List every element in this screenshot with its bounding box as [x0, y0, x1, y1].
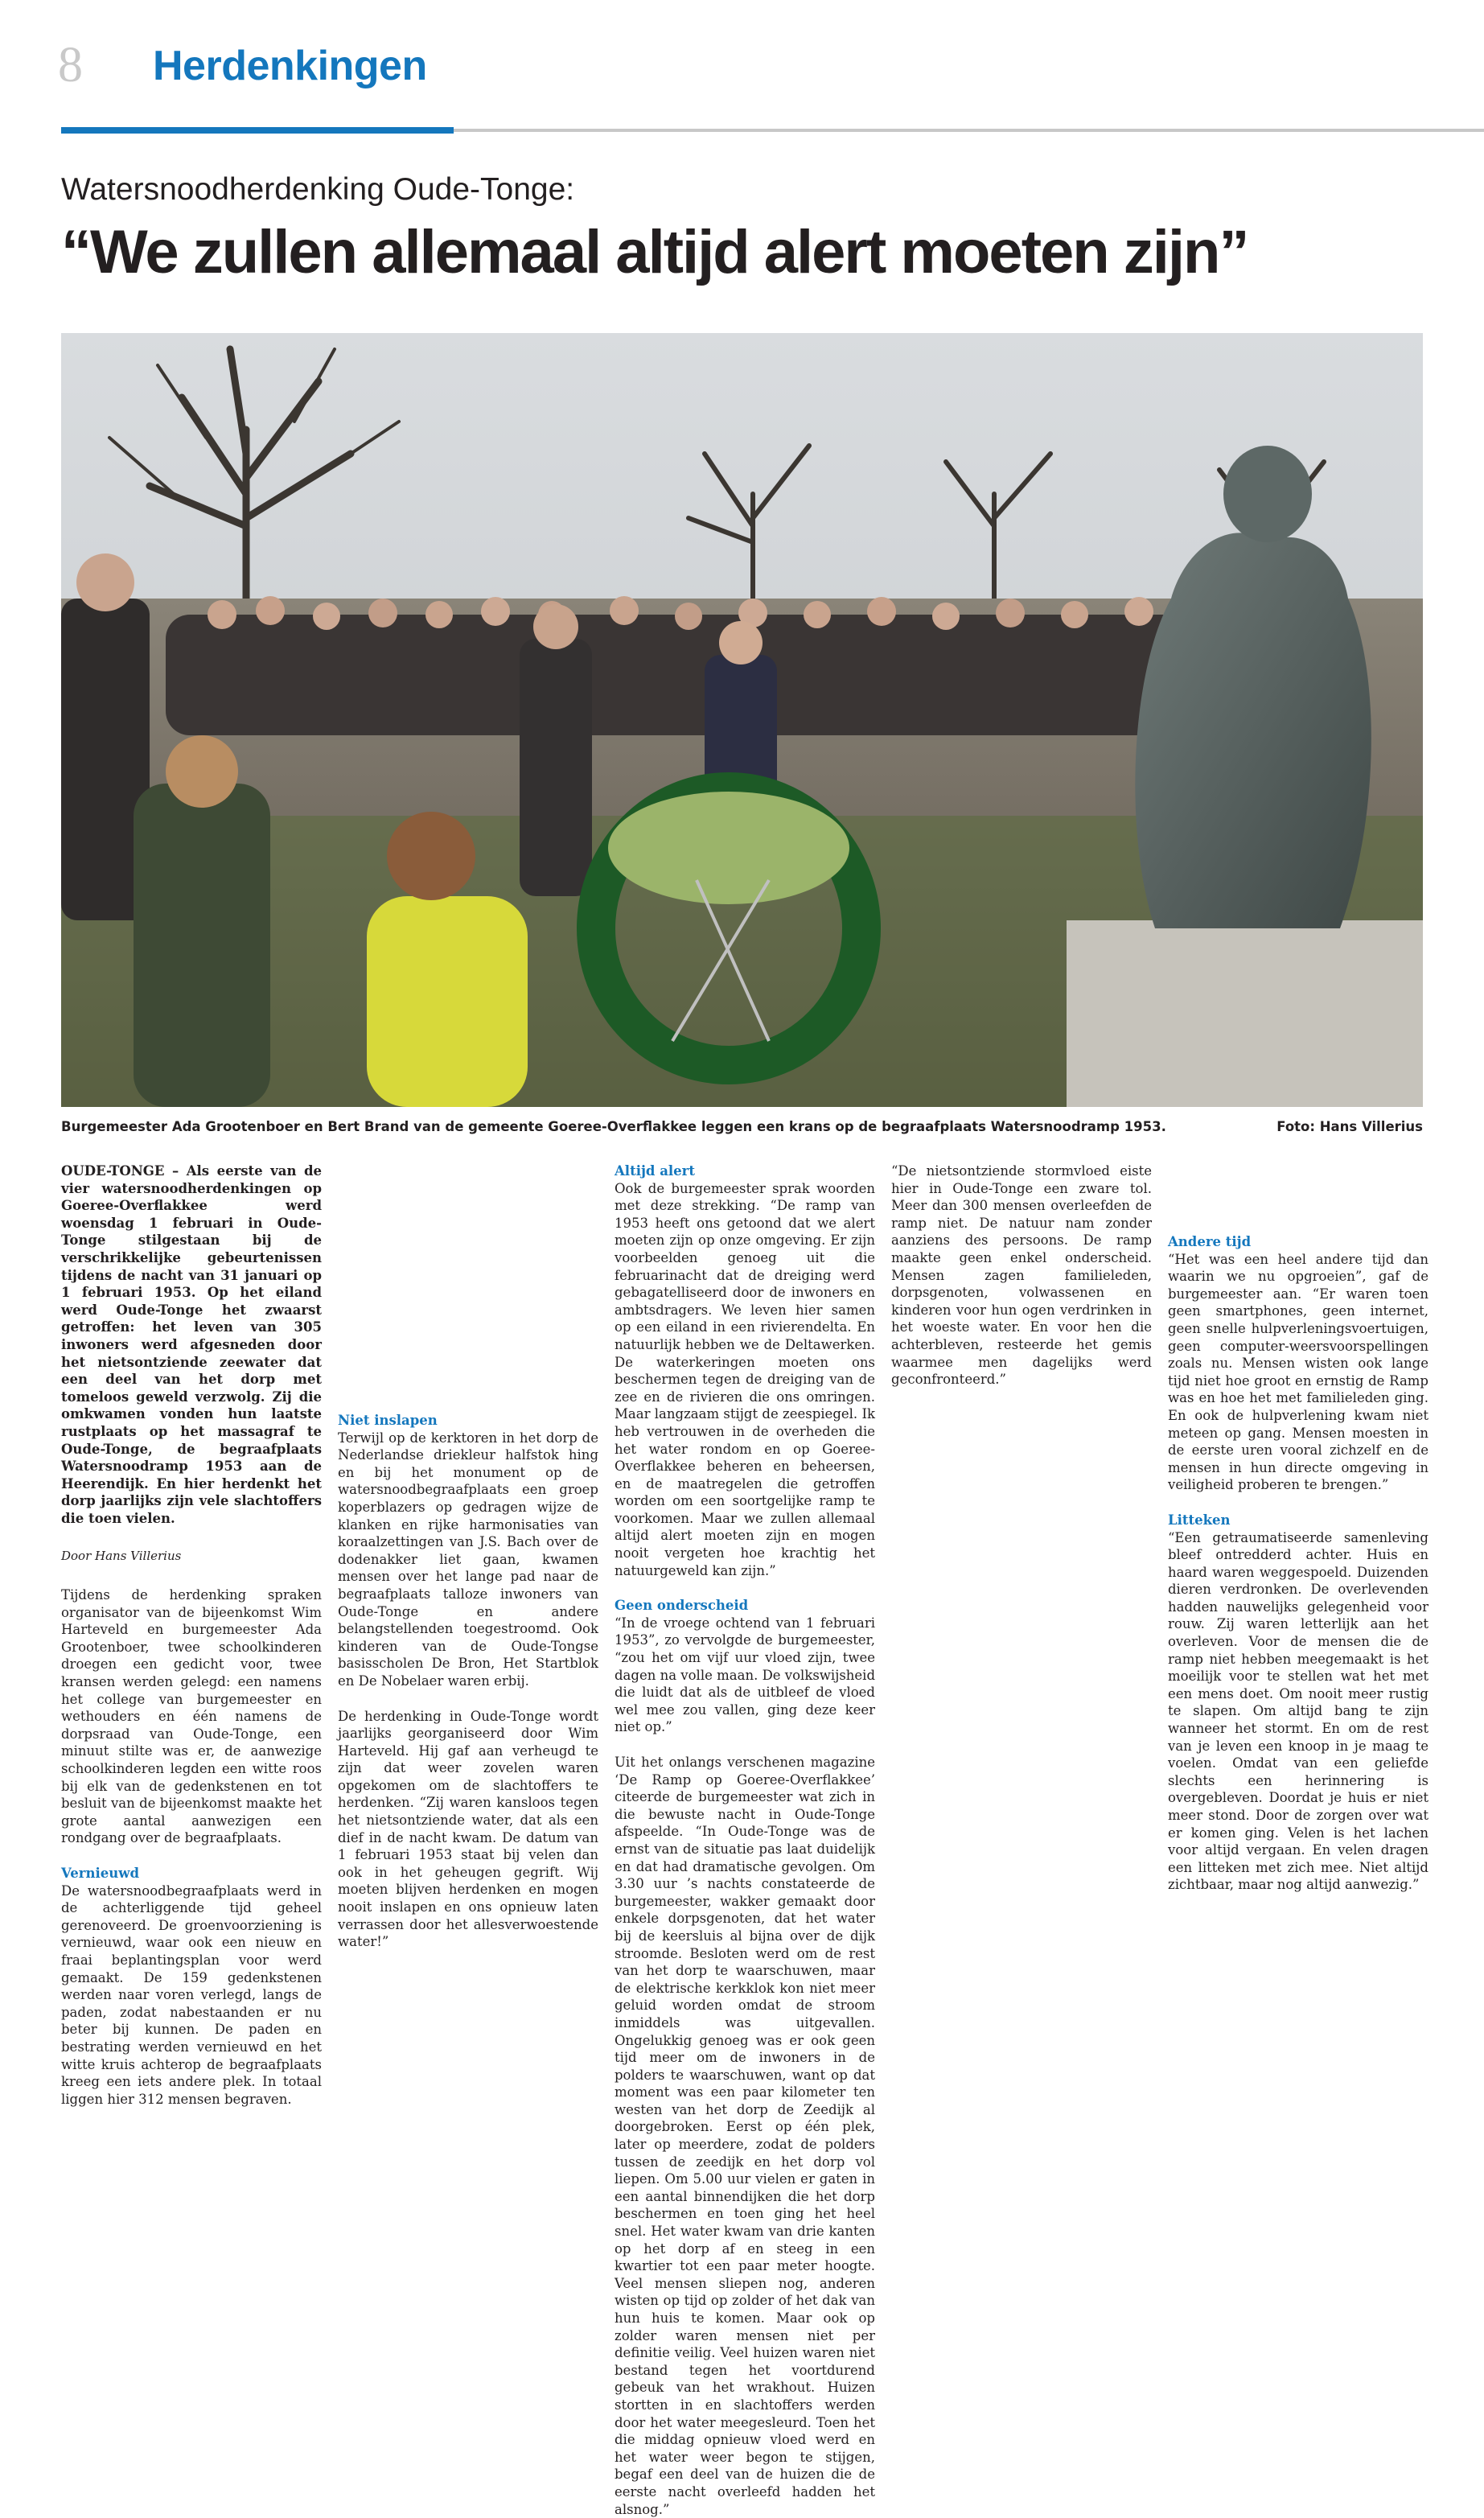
article-column-1 [61, 1162, 322, 2108]
caption-text: Burgemeester Ada Grootenboer en Bert Brand van de gemeente Goeree-Overflakkee leggen een krans op de begraafplaats Watersnoodramp 1953. [61, 1119, 1166, 1134]
paragraph: “In de vroege ochtend van 1 februari 1953”, zo vervolgde de burgemeester, “zou het om vijf uur vloed zijn, twee dagen na volle maan. De volkswijsheid die luidt dat als de uitbleef de vloed wel mee zou vallen, ging deze keer niet op.” [615, 1615, 876, 1735]
subheading-litteken: Litteken [1168, 1512, 1231, 1528]
subheading-niet-inslapen: Niet inslapen [338, 1413, 438, 1428]
section-title: Herdenkingen [153, 43, 427, 89]
subheading-vernieuwd: Vernieuwd [61, 1865, 139, 1881]
article-column-5 [1168, 1162, 1429, 1894]
paragraph: De herdenking in Oude-Tonge wordt jaarlijks georganiseerd door Wim Harteveld. Hij gaf aan verheugd te zijn dat weer zovelen waren opgekomen om de slachtoffers te herdenken. “Zij waren kansloos tegen het nietsontziende water, dat als een dief in de nacht kwam. De datum van 1 februari 1953 staat bij velen dan ook in het geheugen gegrift. Wij moeten blijven herdenken en mogen nooit inslapen en ons opnieuw laten verrassen door het allesverwoestende water!” [338, 1708, 598, 1950]
section-rule-accent [61, 127, 454, 134]
article-kicker: Watersnoodherdenking Oude-Tonge: [61, 172, 575, 207]
subheading-andere-tijd: Andere tijd [1168, 1234, 1252, 1249]
paragraph: Uit het onlangs verschenen magazine ‘De Ramp op Goeree-Overflakkee’ citeerde de burgemeester wat zich in die bewuste nacht in Oude-Tonge afspeelde. “In Oude-Tonge was de ernst van de situatie pas laat duidelijk en dat had dramatische gevolgen. Om 3.30 uur ’s nachts constateerde de burgemeester, wakker gemaakt door enkele dorpsgenoten, dat het water bij de keersluis al bijna over de dijk stroomde. Besloten werd om de rest van het dorp te waarschuwen, maar de elektrische kerkklok kon niet meer geluid worden omdat de stroom inmiddels was uitgevallen. Ongelukkig genoeg was er ook geen tijd meer om de inwoners in de polders te waarschuwen, want op dat moment was een paar kilometer ten westen van het dorp de Zeedijk al doorgebroken. Eerst op één plek, later op meerdere, zodat de polders tussen de zeedijk en het dorp vol liepen. Om 5.00 uur vielen er gaten in een aantal binnendijken die het dorp beschermen en toen ging het heel snel. Het water kwam van drie kanten op het dorp af en steeg in een kwartier tot een paar meter hoogte. Veel mensen sliepen nog, anderen wisten op tijd op zolder of het dak van hun huis te komen. Maar ook op zolder waren mensen niet per definitie veilig. Veel huizen waren niet bestand tegen het voortdurend gebeuk van het wrakhout. Huizen stortten in en slachtoffers werden door het water meegesleurd. Toen het die middag opnieuw vloed werd en het water weer begon te stijgen, begaf een deel van de huizen die de eerste nacht overleefd hadden het alsnog.” [615, 1755, 875, 2517]
article-column-2 [338, 1162, 598, 1951]
page-number: 8 [58, 38, 83, 93]
paragraph: Terwijl op de kerktoren in het dorp de Nederlandse driekleur halfstok hing en bij het monument op de watersnoodbegraafplaats een groep koperblazers op gedragen wijze de klanken en rijke harmonisaties van koraalzettingen van J.S. Bach over de dodenakker liet gaan, kwamen mensen over het lange pad naar de begraafplaats talloze inwoners van Oude-Tonge en andere belangstellenden toegestroomd. Ook kinderen van de Oude-Tongse basisscholen De Bron, Het Startblok en De Nobelaer waren erbij. [338, 1430, 598, 1689]
subheading-altijd-alert: Altijd alert [615, 1163, 695, 1179]
paragraph: “Een getraumatiseerde samenleving bleef ontredderd achter. Huis en haard waren weggespoeld. Duizenden dieren verdronken. De overlevenden hadden nauwelijks gelegenheid voor rouw. Zij waren letterlijk aan het overleven. Voor de mensen die de ramp niet hebben meegemaakt is het moeilijk voor te stellen wat het met een mens doet. Om nooit meer rustig te slapen. Om altijd bang te zijn wanneer het stormt. En om de rest van je leven een knoop in je maag te voelen. Omdat van een geliefde slechts een herinnering is overgebleven. Doordat je huis er niet meer stond. Door de zorgen over wat er komen ging. Velen is het lachen voor altijd vergaan. En velen dragen een litteken met zich mee. Niet altijd zichtbaar, maar nog altijd aanwezig.” [1168, 1529, 1429, 1893]
paragraph: Tijdens de herdenking spraken organisator van de bijeenkomst Wim Harteveld en burgemeester Ada Grootenboer, twee schoolkinderen droegen een gedicht voor, twee kransen werden gelegd: een namens het college van burgemeester en wethouders en één namens de dorpsraad van Oude-Tonge, een minuut stilte was er, de aanwezige schoolkinderen legden een witte roos bij elk van de gedenkstenen en tot besluit van de bijeenkomst maakte het grote aantal aanwezigen een rondgang over de begraafplaats. [61, 1587, 322, 1846]
paragraph: Ook de burgemeester sprak woorden met deze strekking. “De ramp van 1953 heeft ons getoond dat we alert moeten zijn op onze omgeving. Er zijn voorbeelden genoeg uit die februarinacht dat de dreiging werd gebagatelliseerd door de inwoners en ambtsdragers. We leven hier samen op een eiland in een rivierendelta. En natuurlijk hebben we de Deltawerken. De waterkeringen moeten ons beschermen tegen de dreiging van de zee en de rivieren die ons omringen. Maar langzaam stijgt de zeespiegel. Ik heb vertrouwen in de overheden die het water rondom en op Goeree-Overflakkee beheren en beheersen, en de maatregelen die getroffen worden om een soortgelijke ramp te voorkomen. Maar we zullen allemaal altijd alert moeten zijn en mogen nooit vergeten hoe krachtig het natuurgeweld kan zijn.” [615, 1180, 875, 1578]
photo-crowd [166, 596, 1211, 735]
article-photo [61, 333, 1423, 1107]
photo-credit: Foto: Hans Villerius [1276, 1119, 1423, 1134]
article-headline: “We zullen allemaal altijd alert moeten zijn” [61, 218, 1248, 286]
section-rule [454, 129, 1484, 132]
paragraph: De watersnoodbegraafplaats werd in de achterliggende tijd geheel gerenoveerd. De groenvoorziening is vernieuwd, waar ook een nieuw en fraai beplantingsplan voor werd gemaakt. De 159 gedenkstenen werden naar voren verlegd, langs de paden, zodat nabestaanden er nu beter bij kunnen. De paden en bestrating werden vernieuwd en het witte kruis achterop de begraafplaats kreeg een iets andere plek. In totaal liggen hier 312 mensen begraven. [61, 1882, 322, 2107]
paragraph: “De nietsontziende stormvloed eiste hier in Oude-Tonge een zware tol. Meer dan 300 mensen overleefden de ramp niet. De natuur nam zonder aanziens des persoons. De ramp maakte geen enkel onderscheid. Mensen zagen familieleden, dorpsgenoten, volwassenen en kinderen voor hun ogen verdrinken in het woeste water. En voor hen die achterbleven, resteerde het gemis waarmee men dagelijks werd geconfronteerd.” [891, 1163, 1152, 1388]
article-lead: OUDE-TONGE – Als eerste van de vier watersnoodherdenkingen op Goeree-Overflakkee werd woensdag 1 februari in Oude-Tonge stilgestaan bij de verschrikkelijke gebeurtenissen tijdens de nacht van 31 januari op 1 februari 1953. Op het eiland werd Oude-Tonge het zwaarst getroffen: het leven van 305 inwoners werd afgesneden door het nietsontziende zeewater dat een deel van het dorp met tomeloos geweld verzwolg. Zij die omkwamen vonden hun laatste rustplaats op het massagraf te Oude-Tonge, de begraafplaats Watersnoodramp 1953 aan de Heerendijk. En hier herdenkt het dorp jaarlijks zijn vele slachtoffers die toen vielen. [61, 1163, 322, 1526]
article-byline: Door Hans Villerius [61, 1549, 182, 1564]
subheading-geen-onderscheid: Geen onderscheid [615, 1598, 749, 1614]
article-column-4 [891, 1162, 1152, 1389]
paragraph: “Het was een heel andere tijd dan waarin we nu opgroeien”, gaf de burgemeester aan. “Er waren toen geen smartphones, geen internet, geen snelle hulpverleningsvoertuigen, geen computer-weersvoorspellingen zoals nu. Mensen wisten ook lange tijd niet hoe groot en ernstig de Ramp was en hoe het met familieleden ging. En ook de hulpverlening kwam niet meteen op gang. Mensen moesten in de eerste uren vooral zichzelf en de mensen in hun directe omgeving in veiligheid proberen te brengen.” [1168, 1251, 1429, 1493]
article-column-3 [615, 1162, 875, 2518]
